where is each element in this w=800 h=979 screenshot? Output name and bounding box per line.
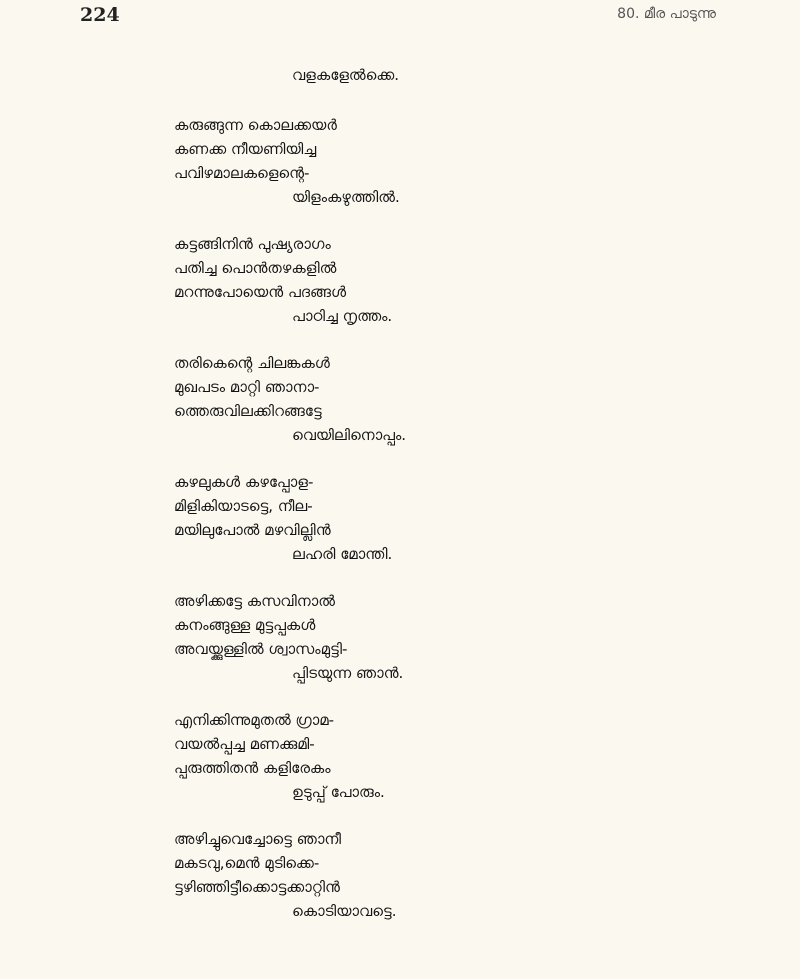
poem-line: വയൽപ്പച്ച മണക്കുമി- [174, 735, 315, 753]
poem-line: പ്പരുത്തിതൻ കളിരേകം [174, 759, 331, 777]
poem-line: മറന്നുപോയെൻ പദങ്ങൾ [174, 283, 347, 301]
poem-line: വളകളേൽക്കെ. [292, 66, 400, 84]
poem-line: വെയിലിനൊപ്പം. [292, 426, 407, 444]
poem-line: മുഖപടം മാറ്റി ഞാനാ- [174, 378, 320, 396]
poem-line: പാഠിച്ച നൃത്തം. [292, 307, 393, 325]
running-head: 80. മീര പാടുന്നു [617, 6, 716, 22]
poem-line: കനംങ്ങുള്ള മുട്ടപ്പകൾ [174, 616, 316, 634]
poem-line: ത്തെരുവിലക്കിറങ്ങട്ടേ [174, 402, 322, 420]
page-header [0, 0, 800, 34]
poem-line: പ്പിടയുന്ന ഞാൻ. [292, 664, 404, 682]
stanza [174, 589, 694, 685]
poem-line: അഴിക്കട്ടേ കസവിനാൽ [174, 592, 335, 610]
poem-line: മിളികിയാടട്ടെ, നീല- [174, 497, 313, 515]
poem-line: അഴിച്ചുവെച്ചോട്ടെ ഞാനീ [174, 830, 341, 848]
poem-line: എനിക്കിന്നുമുതൽ ഗ്രാമ- [174, 711, 335, 729]
poem-line: പതിച്ച പൊൻതഴകളിൽ [174, 259, 337, 277]
poem-line: പവിഴമാലകളെന്റെ- [174, 164, 310, 182]
poem-line: യിളംകഴുത്തിൽ. [292, 188, 400, 206]
stanza [174, 470, 694, 566]
poem-line: കണക്ക നീയണിയിച്ച [174, 140, 317, 158]
poem-line: ഉടുപ്പ് പോരും. [292, 783, 385, 801]
poem-line: ലഹരി മോന്തി. [292, 545, 393, 563]
poem-line: കരുങ്ങുന്ന കൊലക്കയർ [174, 116, 337, 134]
page-number: 224 [80, 4, 120, 26]
poem-line: അവയ്ക്കുള്ളിൽ ശ്വാസംമുട്ടി- [174, 640, 348, 658]
poem-line: മയിലുപോൽ മഴവില്ലിൻ [174, 521, 331, 539]
poem-line: കൊടിയാവട്ടെ. [292, 902, 397, 920]
poem-line: കട്ടങ്ങിനിൻ പുഷ്യരാഗം [174, 235, 331, 253]
stanza [174, 708, 694, 804]
stanza [174, 827, 694, 923]
stanza [174, 232, 694, 328]
poem-line: തരികെന്റെ ചിലങ്കകൾ [174, 354, 330, 372]
stanza [174, 113, 694, 209]
poem-line: ട്ടഴിഞ്ഞിട്ടീക്കൊട്ടക്കാറ്റിൻ [174, 878, 340, 896]
poem-line: മകടവു,മെൻ മുടിക്കെ- [174, 854, 320, 872]
poem-line: കഴലുകൾ കഴപ്പോള- [174, 473, 314, 491]
stanza [174, 351, 694, 447]
